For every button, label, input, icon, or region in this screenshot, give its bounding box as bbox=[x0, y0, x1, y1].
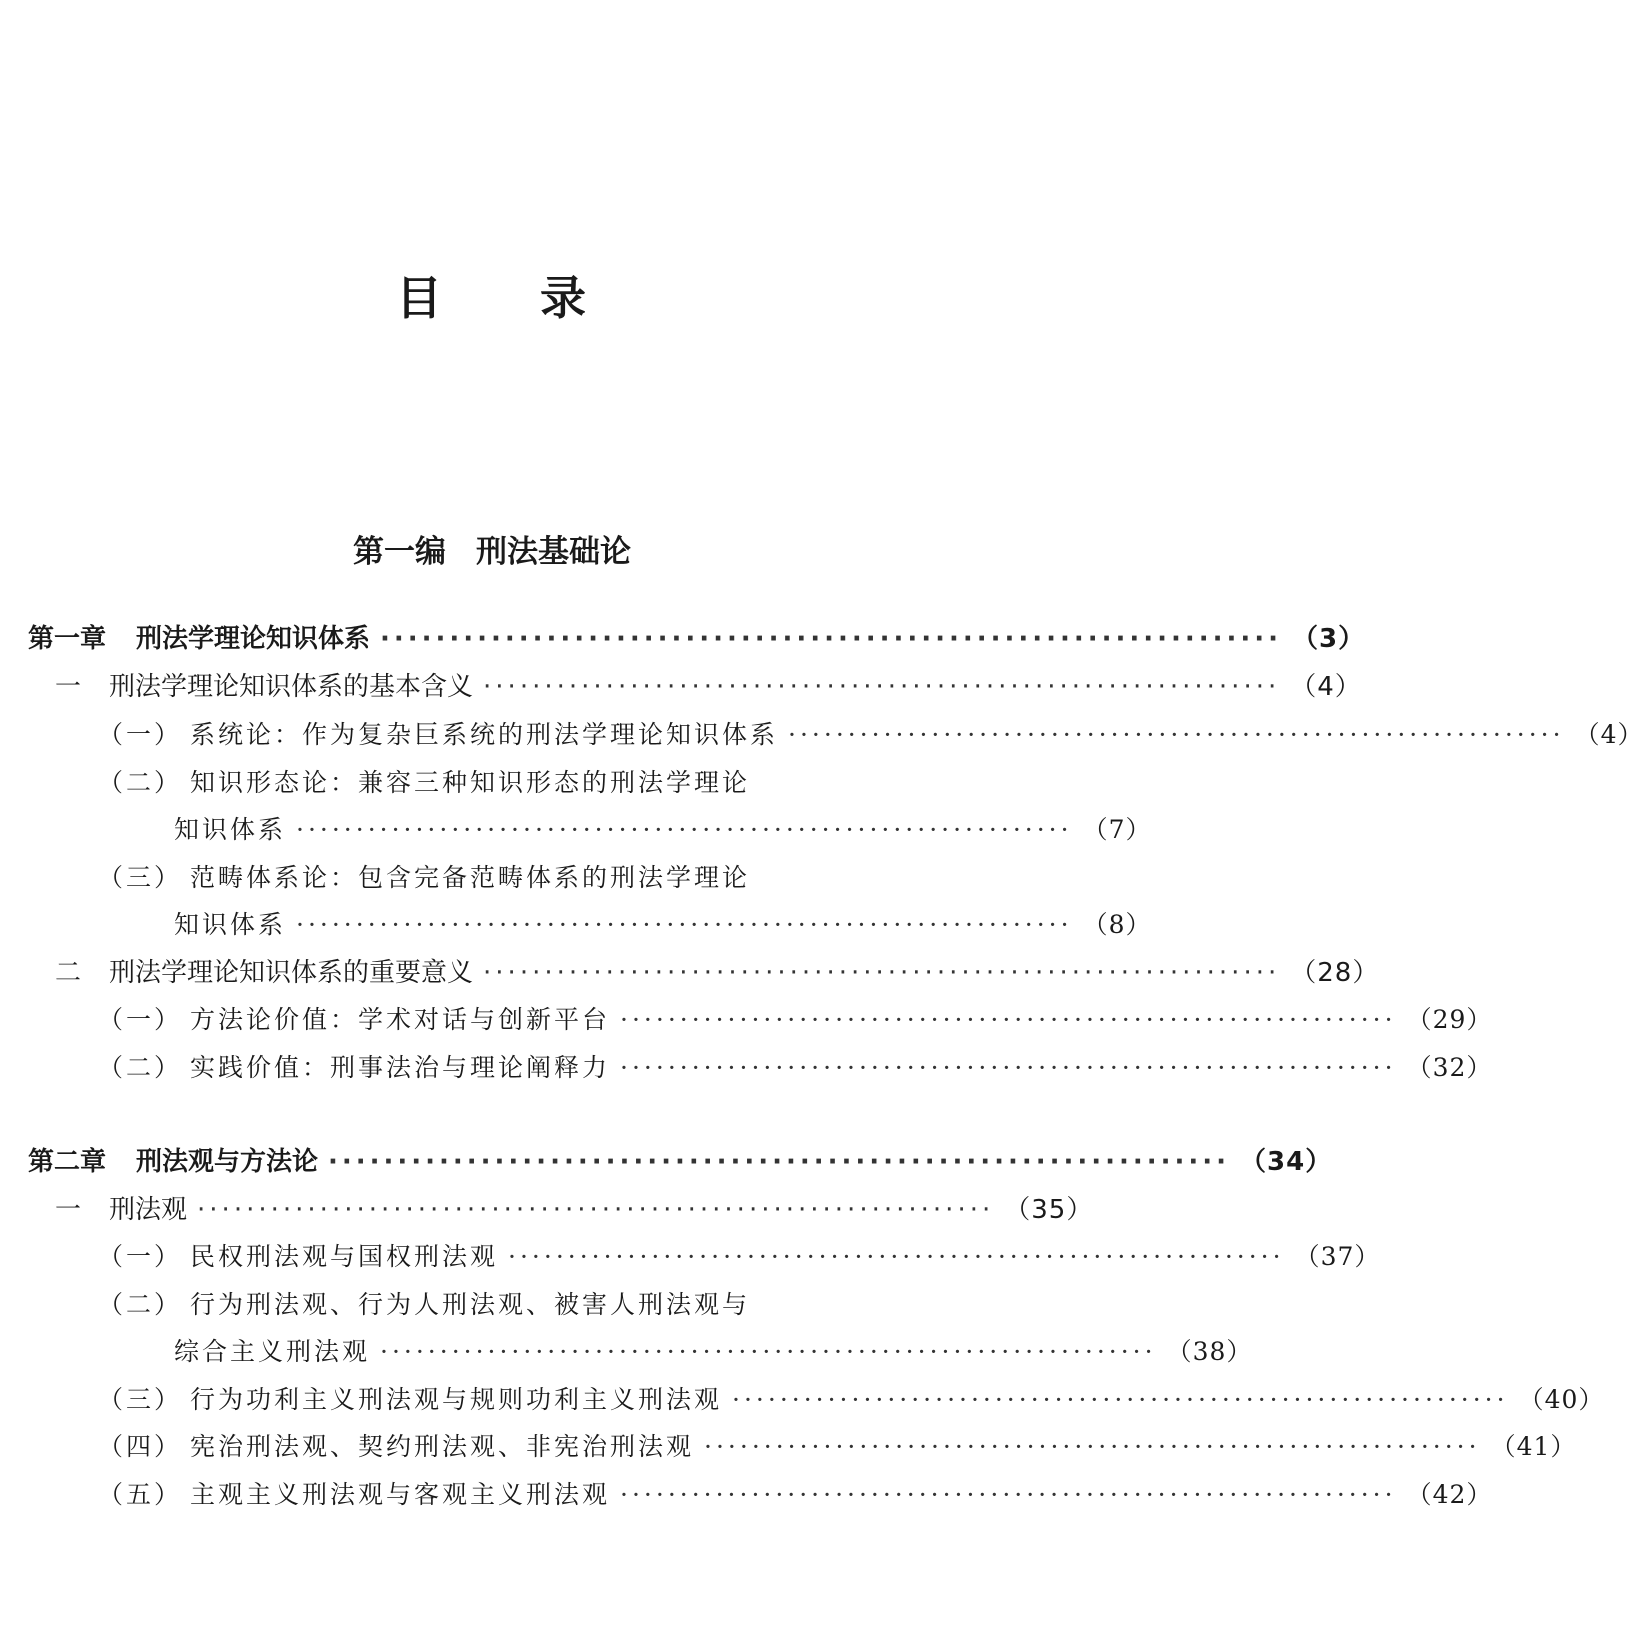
part-label: 第一编 bbox=[353, 534, 446, 570]
page-number: （29） bbox=[1406, 1005, 1493, 1034]
entry-number: （二） bbox=[98, 768, 183, 797]
toc-entry-subsection-line1[interactable] bbox=[98, 861, 750, 895]
page-number: （4） bbox=[1290, 672, 1362, 702]
entry-number: （一） bbox=[98, 1005, 183, 1034]
toc-entry-subsection[interactable] bbox=[98, 1478, 1493, 1512]
toc-entry-subsection[interactable] bbox=[98, 1240, 1381, 1274]
entry-number: （一） bbox=[98, 1242, 183, 1271]
toc-title bbox=[0, 262, 984, 328]
dot-leader: ································································· bbox=[620, 1053, 1397, 1082]
entry-title-continued: 综合主义刑法观 bbox=[174, 1337, 371, 1366]
dot-leader: ································································· bbox=[296, 910, 1073, 939]
entry-title: 方法论价值：学术对话与创新平台 bbox=[190, 1005, 611, 1034]
page-number: （3） bbox=[1292, 624, 1366, 654]
page-number: （34） bbox=[1240, 1147, 1333, 1177]
entry-number: （三） bbox=[98, 863, 183, 892]
entry-title-continued: 知识体系 bbox=[174, 910, 287, 939]
entry-number: （一） bbox=[98, 720, 183, 749]
entry-title: 刑法学理论知识体系的重要意义 bbox=[109, 958, 474, 988]
entry-title: 范畴体系论：包含完备范畴体系的刑法学理论 bbox=[190, 863, 751, 892]
toc-entry-subsection[interactable] bbox=[98, 1383, 1605, 1417]
toc-entry-chapter[interactable] bbox=[28, 1145, 1333, 1179]
entry-number: （二） bbox=[98, 1290, 183, 1319]
entry-title: 宪治刑法观、契约刑法观、非宪治刑法观 bbox=[190, 1432, 695, 1461]
entry-title: 刑法学理论知识体系的基本含义 bbox=[109, 672, 474, 702]
entry-number: （五） bbox=[98, 1480, 183, 1509]
entry-title: 实践价值：刑事法治与理论阐释力 bbox=[190, 1053, 611, 1082]
dot-leader: ································································· bbox=[296, 815, 1073, 844]
dot-leader: ································································· bbox=[380, 1337, 1157, 1366]
entry-number: 二 bbox=[55, 958, 82, 988]
toc-entry-section[interactable] bbox=[55, 956, 1380, 990]
dot-leader: ································································· bbox=[732, 1385, 1509, 1414]
toc-entry-subsection-line2[interactable] bbox=[174, 1335, 1253, 1369]
entry-number: （三） bbox=[98, 1385, 183, 1414]
dot-leader: ································································· bbox=[704, 1432, 1481, 1461]
entry-number: 一 bbox=[55, 1195, 82, 1225]
toc-entry-subsection-line1[interactable] bbox=[98, 1288, 750, 1322]
title-char-2: 录 bbox=[540, 271, 588, 325]
entry-title: 刑法观 bbox=[109, 1195, 188, 1225]
entry-title: 系统论：作为复杂巨系统的刑法学理论知识体系 bbox=[190, 720, 779, 749]
page-number: （38） bbox=[1166, 1337, 1253, 1366]
dot-leader: ································································· bbox=[380, 624, 1283, 654]
dot-leader: ································································· bbox=[197, 1195, 995, 1225]
page-number: （28） bbox=[1290, 958, 1380, 988]
dot-leader: ································································· bbox=[508, 1242, 1285, 1271]
page-number: （32） bbox=[1406, 1053, 1493, 1082]
dot-leader: ································································· bbox=[788, 720, 1565, 749]
toc-entry-subsection[interactable] bbox=[98, 718, 1643, 752]
page-number: （4） bbox=[1574, 720, 1643, 749]
page-number: （42） bbox=[1406, 1480, 1493, 1509]
page-number: （35） bbox=[1004, 1195, 1094, 1225]
entry-title: 刑法观与方法论 bbox=[136, 1147, 319, 1177]
entry-number: （四） bbox=[98, 1432, 183, 1461]
entry-number: 第一章 bbox=[28, 624, 107, 654]
part-name: 刑法基础论 bbox=[476, 534, 631, 570]
toc-entry-subsection-line1[interactable] bbox=[98, 766, 750, 800]
page-number: （7） bbox=[1082, 815, 1152, 844]
toc-entry-section[interactable] bbox=[55, 1193, 1094, 1227]
part-heading bbox=[0, 526, 984, 571]
entry-title: 民权刑法观与国权刑法观 bbox=[190, 1242, 499, 1271]
title-char-1: 目 bbox=[396, 271, 444, 325]
page-number: （41） bbox=[1490, 1432, 1577, 1461]
page-number: （37） bbox=[1294, 1242, 1381, 1271]
dot-leader: ································································· bbox=[620, 1005, 1397, 1034]
dot-leader: ································································· bbox=[620, 1480, 1397, 1509]
toc-entry-section[interactable] bbox=[55, 670, 1362, 704]
entry-title: 知识形态论：兼容三种知识形态的刑法学理论 bbox=[190, 768, 751, 797]
toc-entry-subsection[interactable] bbox=[98, 1430, 1577, 1464]
page-number: （8） bbox=[1082, 910, 1152, 939]
entry-title: 主观主义刑法观与客观主义刑法观 bbox=[190, 1480, 611, 1509]
toc-entry-subsection[interactable] bbox=[98, 1051, 1493, 1085]
dot-leader: ································································· bbox=[328, 1147, 1231, 1177]
entry-title: 刑法学理论知识体系 bbox=[136, 624, 371, 654]
entry-number: 第二章 bbox=[28, 1147, 107, 1177]
entry-title: 行为刑法观、行为人刑法观、被害人刑法观与 bbox=[190, 1290, 751, 1319]
entry-title-continued: 知识体系 bbox=[174, 815, 287, 844]
toc-entry-chapter[interactable] bbox=[28, 622, 1366, 656]
entry-number: 一 bbox=[55, 672, 82, 702]
entry-number: （二） bbox=[98, 1053, 183, 1082]
toc-entry-subsection-line2[interactable] bbox=[174, 908, 1152, 942]
toc-entry-subsection[interactable] bbox=[98, 1003, 1493, 1037]
dot-leader: ································································· bbox=[483, 672, 1281, 702]
dot-leader: ································································· bbox=[483, 958, 1281, 988]
toc-entry-subsection-line2[interactable] bbox=[174, 813, 1152, 847]
entry-title: 行为功利主义刑法观与规则功利主义刑法观 bbox=[190, 1385, 723, 1414]
page-number: （40） bbox=[1518, 1385, 1605, 1414]
